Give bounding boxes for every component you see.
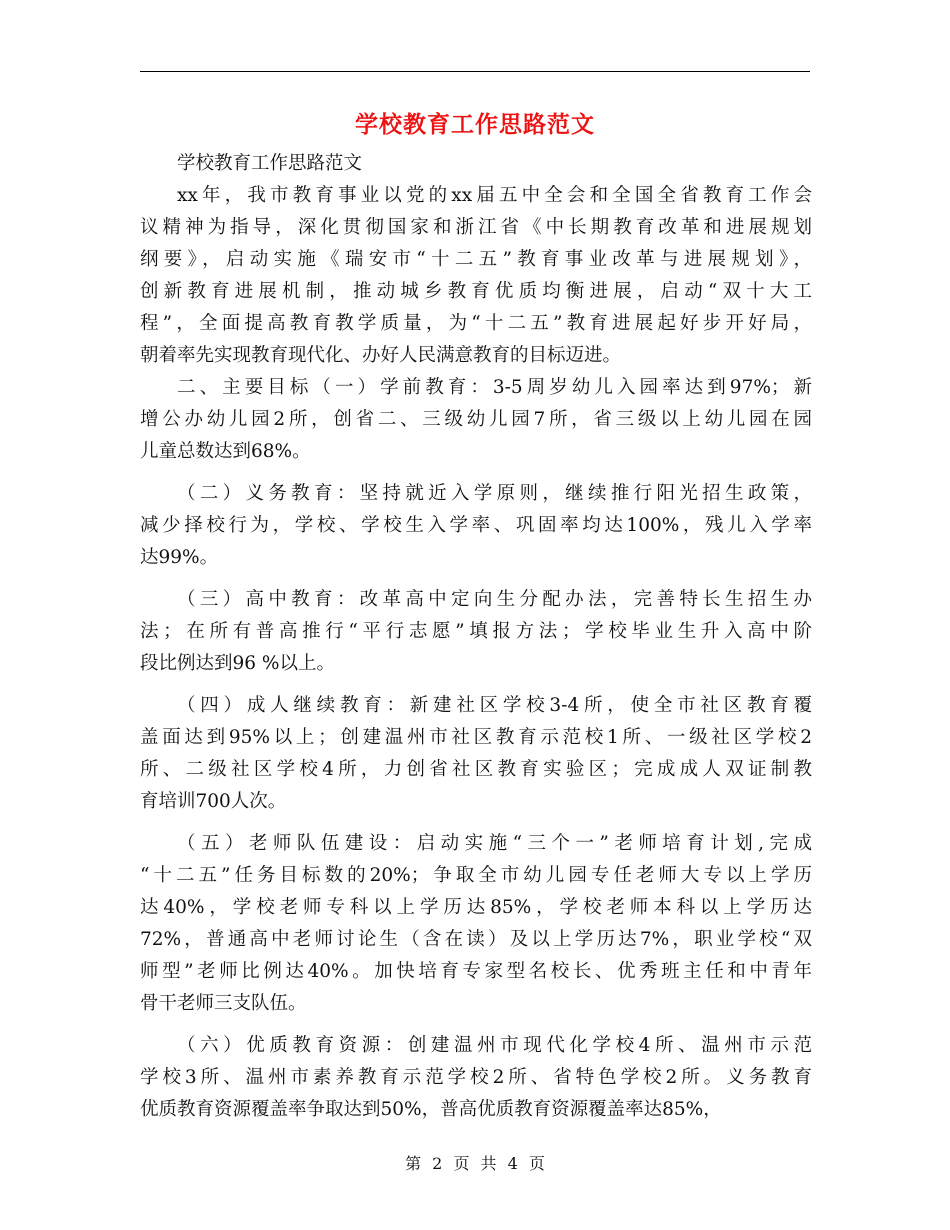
text-line: 骨干老师三支队伍。 [140,993,307,1014]
text-line: 段比例达到96 %以上。 [140,653,336,674]
text-line: （三）高中教育：改革高中定向生分配办法，完善特长生招生办 [177,589,812,610]
text-line: 议精神为指导，深化贯彻国家和浙江省《中长期教育改革和进展规划 [140,217,812,238]
text-line: （六）优质教育资源：创建温州市现代化学校4所、温州市示范 [177,1035,812,1056]
text-line: xx年，我市教育事业以党的xx届五中全会和全国全省教育工作会 [177,185,812,206]
paragraph [140,690,812,818]
text-line: 学校3所、温州市素养教育示范学校2所、省特色学校2所。义务教育 [140,1067,812,1088]
paragraph [140,372,812,468]
paragraph-gap [140,818,812,828]
text-line: 达99%。 [140,547,219,568]
text-line: 纲要》，启动实施《瑞安市“十二五”教育事业改革与进展规划》， [140,249,812,270]
text-line: 盖面达到95%以上；创建温州市社区教育示范校1所、一级社区学校2 [140,727,812,748]
text-line: （二）义务教育：坚持就近入学原则，继续推行阳光招生政策， [177,483,812,504]
text-line: 法；在所有普高推行“平行志愿”填报方法；学校毕业生升入高中阶 [140,621,812,642]
paragraph-gap [140,468,812,478]
paragraph-gap [140,1020,812,1030]
text-line: 学校教育工作思路范文 [177,153,363,174]
text-line: 创新教育进展机制，推动城乡教育优质均衡进展，启动“双十大工 [140,281,812,302]
text-line: 达40%，学校老师专科以上学历达85%，学校老师本科以上学历达 [140,897,812,918]
paragraph [140,828,812,1020]
text-line: 增公办幼儿园2所，创省二、三级幼儿园7所，省三级以上幼儿园在园 [140,409,812,430]
header-rule [140,71,810,72]
paragraph [140,148,812,180]
paragraph [140,584,812,680]
text-line: 儿童总数达到68%。 [140,441,311,462]
text-line: 72%，普通高中老师讨论生（含在读）及以上学历达7%，职业学校“双 [140,929,812,950]
paragraph-gap [140,680,812,690]
document-title: 学校教育工作思路范文 [355,111,595,138]
text-line: （四）成人继续教育：新建社区学校3-4所，使全市社区教育覆 [177,695,812,716]
paragraph [140,1030,812,1126]
paragraph-gap [140,574,812,584]
text-line: “十二五”任务目标数的20%；争取全市幼儿园专任老师大专以上学历 [140,865,812,886]
text-line: 减少择校行为，学校、学校生入学率、巩固率均达100%，残儿入学率 [140,515,812,536]
text-line: 朝着率先实现教育现代化、办好人民满意教育的目标迈进。 [140,345,622,366]
text-line: 优质教育资源覆盖率争取达到50%，普高优质教育资源覆盖率达85%， [140,1099,722,1120]
paragraph [140,180,812,372]
text-line: （五）老师队伍建设：启动实施“三个一”老师培育计划,完成 [177,833,812,854]
text-line: 二、主要目标（一）学前教育：3-5周岁幼儿入园率达到97%；新 [177,377,812,398]
text-line: 育培训700人次。 [140,791,287,812]
document-body [140,148,812,1126]
page-footer: 第 2 页 共 4 页 [405,1154,545,1173]
text-line: 程”，全面提高教育教学质量，为“十二五”教育进展起好步开好局， [140,313,812,334]
text-line: 所、二级社区学校4所，力创省社区教育实验区；完成成人双证制教 [140,759,812,780]
text-line: 师型”老师比例达40%。加快培育专家型名校长、优秀班主任和中青年 [140,961,812,982]
paragraph [140,478,812,574]
